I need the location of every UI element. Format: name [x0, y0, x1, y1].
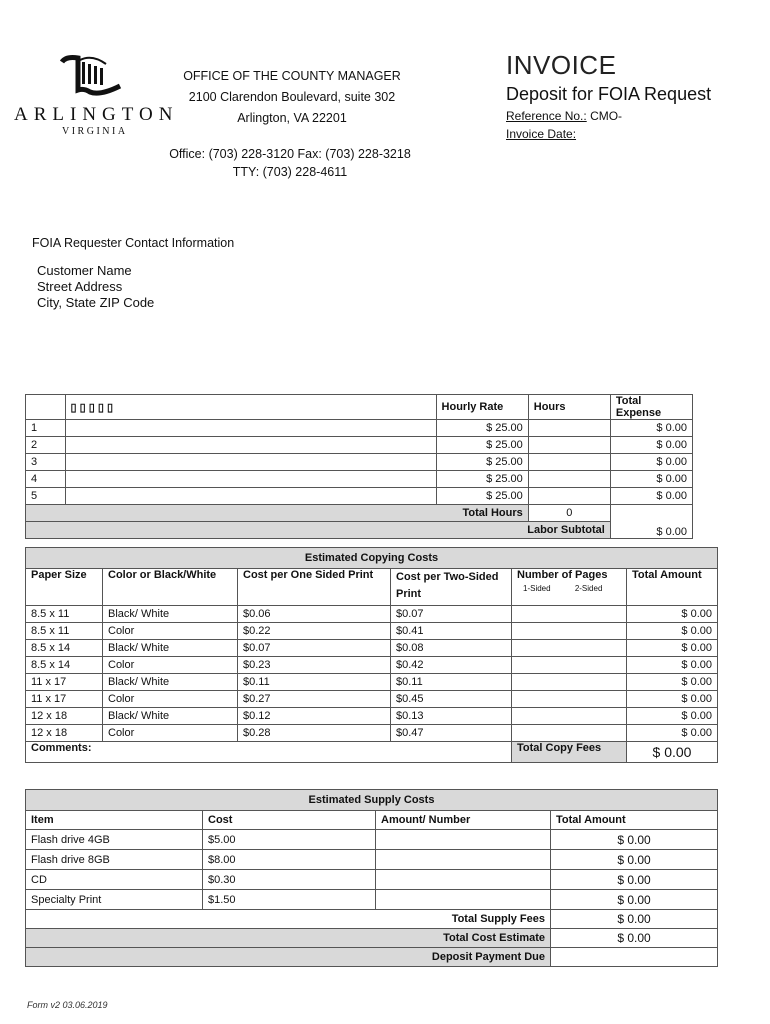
labor-subtotal-label: Labor Subtotal [26, 522, 611, 539]
total-expense-header: Total Expense [610, 395, 692, 420]
number-of-pages-label: Number of Pages [517, 569, 608, 581]
total-copy-fees-label: Total Copy Fees [512, 742, 627, 763]
comments-field[interactable] [26, 742, 512, 763]
hours-cell[interactable] [528, 454, 610, 471]
hours-cell[interactable] [528, 471, 610, 488]
two-sided-sub: 2-Sided [574, 584, 603, 593]
supply-title: Estimated Supply Costs [26, 790, 718, 811]
table-row: 4 $ 25.00 $ 0.00 [26, 471, 693, 488]
task-cell[interactable] [65, 454, 436, 471]
city-state-zip: City, State ZIP Code [37, 295, 155, 310]
pages-cell[interactable] [512, 640, 627, 657]
table-row: 8.5 x 14 Color $0.23 $0.42 $ 0.00 [26, 657, 718, 674]
pages-cell[interactable] [512, 606, 627, 623]
one-sided-sub: 1-Sided [523, 584, 551, 593]
labor-subtotal-value: $ 0.00 [610, 505, 692, 539]
supply-total-header: Total Amount [551, 811, 718, 830]
hourly-rate-header: Hourly Rate [436, 395, 528, 420]
supply-costs-table [25, 789, 718, 967]
reference-label: Reference No.: [506, 109, 587, 123]
total-hours-label: Total Hours [26, 505, 529, 522]
table-row: Flash drive 8GB $8.00 $ 0.00 [26, 850, 718, 870]
total-cost-estimate-label: Total Cost Estimate [26, 929, 551, 948]
amount-header: Amount/ Number [376, 811, 551, 830]
one-sided-header: Cost per One Sided Print [238, 569, 391, 606]
task-header: ▯ ▯ ▯ ▯ ▯ [65, 395, 436, 420]
pages-cell[interactable] [512, 623, 627, 640]
labor-table [25, 394, 693, 539]
logo-wordmark: ARLINGTON [14, 104, 179, 125]
arlington-building-icon [56, 52, 126, 100]
task-cell[interactable] [65, 437, 436, 454]
total-supply-fees-label: Total Supply Fees [26, 910, 551, 929]
office-tty: TTY: (703) 228-4611 [232, 165, 348, 179]
pages-cell[interactable] [512, 708, 627, 725]
table-row: 1 $ 25.00 $ 0.00 [26, 420, 693, 437]
hours-header: Hours [528, 395, 610, 420]
task-cell[interactable] [65, 488, 436, 505]
table-row: 11 x 17 Color $0.27 $0.45 $ 0.00 [26, 691, 718, 708]
table-row: 8.5 x 14 Black/ White $0.07 $0.08 $ 0.00 [26, 640, 718, 657]
pages-cell[interactable] [512, 657, 627, 674]
pages-cell[interactable] [512, 674, 627, 691]
contact-heading: FOIA Requester Contact Information [32, 236, 235, 250]
table-row: 11 x 17 Black/ White $0.11 $0.11 $ 0.00 [26, 674, 718, 691]
amount-cell[interactable] [376, 830, 551, 850]
hours-cell[interactable] [528, 437, 610, 454]
invoice-date-label: Invoice Date: [506, 127, 577, 141]
county-logo [56, 52, 126, 105]
hours-cell[interactable] [528, 488, 610, 505]
table-row: CD $0.30 $ 0.00 [26, 870, 718, 890]
invoice-title: INVOICE [506, 50, 617, 80]
deposit-payment-due-value[interactable] [551, 948, 718, 967]
two-sided-header: Cost per Two-Sided Print [391, 569, 512, 606]
table-row: 5 $ 25.00 $ 0.00 [26, 488, 693, 505]
table-row: Specialty Print $1.50 $ 0.00 [26, 890, 718, 910]
deposit-payment-due-label: Deposit Payment Due [26, 948, 551, 967]
hours-cell[interactable] [528, 420, 610, 437]
reference-value: CMO- [590, 109, 623, 123]
total-hours-value: 0 [528, 505, 610, 522]
cost-header: Cost [203, 811, 376, 830]
comments-label: Comments: [31, 742, 92, 754]
paper-size-header: Paper Size [26, 569, 103, 606]
invoice-subtitle: Deposit for FOIA Request [506, 84, 712, 104]
number-of-pages-header [512, 569, 627, 606]
logo-subtitle: VIRGINIA [62, 126, 128, 137]
amount-cell[interactable] [376, 870, 551, 890]
form-version: Form v2 03.06.2019 [27, 1000, 108, 1010]
customer-name: Customer Name [37, 263, 132, 278]
table-row: 3 $ 25.00 $ 0.00 [26, 454, 693, 471]
office-title: OFFICE OF THE COUNTY MANAGER [183, 69, 401, 83]
table-row: 8.5 x 11 Black/ White $0.06 $0.07 $ 0.00 [26, 606, 718, 623]
table-row: 12 x 18 Color $0.28 $0.47 $ 0.00 [26, 725, 718, 742]
pages-cell[interactable] [512, 725, 627, 742]
amount-cell[interactable] [376, 890, 551, 910]
color-header: Color or Black/White [103, 569, 238, 606]
copying-title: Estimated Copying Costs [26, 548, 718, 569]
table-row: 8.5 x 11 Color $0.22 $0.41 $ 0.00 [26, 623, 718, 640]
table-row: 2 $ 25.00 $ 0.00 [26, 437, 693, 454]
total-supply-fees-value: $ 0.00 [551, 910, 718, 929]
copy-total-header: Total Amount [627, 569, 718, 606]
pages-cell[interactable] [512, 691, 627, 708]
reference-line [506, 109, 622, 123]
table-row: 12 x 18 Black/ White $0.12 $0.13 $ 0.00 [26, 708, 718, 725]
task-cell[interactable] [65, 420, 436, 437]
item-header: Item [26, 811, 203, 830]
total-cost-estimate-value: $ 0.00 [551, 929, 718, 948]
street-address: Street Address [37, 279, 123, 294]
total-copy-fees-value: $ 0.00 [627, 742, 718, 763]
task-cell[interactable] [65, 471, 436, 488]
office-address-1: 2100 Clarendon Boulevard, suite 302 [188, 90, 396, 104]
office-address-2: Arlington, VA 22201 [237, 111, 347, 125]
office-phones: Office: (703) 228-3120 Fax: (703) 228-3218 [169, 147, 411, 161]
copying-costs-table [25, 547, 718, 763]
amount-cell[interactable] [376, 850, 551, 870]
table-row: Flash drive 4GB $5.00 $ 0.00 [26, 830, 718, 850]
